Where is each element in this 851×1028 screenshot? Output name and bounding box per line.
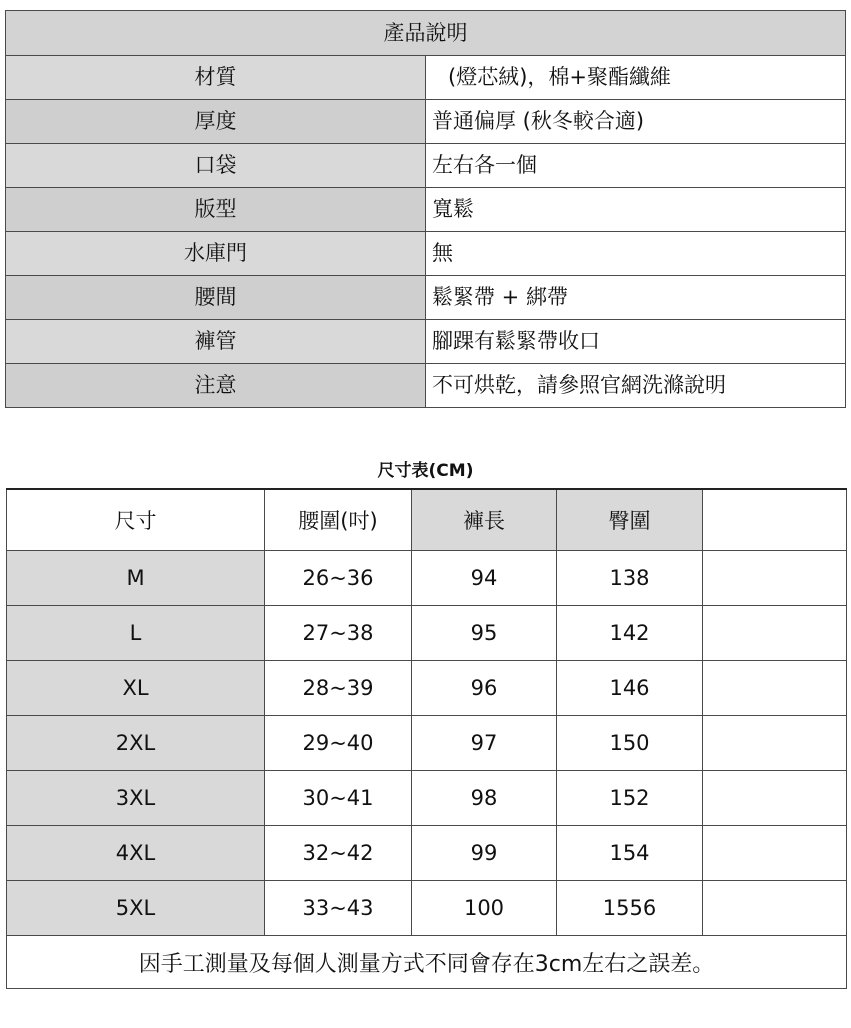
hip-cell: 152	[557, 771, 703, 826]
description-value: 無	[426, 232, 846, 276]
description-row-leg	[6, 320, 846, 364]
description-row-material	[6, 56, 846, 100]
size-cell: L	[7, 606, 265, 661]
description-value: 腳踝有鬆緊帶收口	[426, 320, 846, 364]
waist-cell: 32~42	[265, 826, 412, 881]
description-value: 鬆緊帶 + 綁帶	[426, 276, 846, 320]
description-title: 產品說明	[6, 11, 846, 56]
description-value: 寬鬆	[426, 188, 846, 232]
description-row-care	[6, 364, 846, 408]
extra-cell	[703, 606, 847, 661]
description-label: 厚度	[6, 100, 426, 144]
hip-cell: 142	[557, 606, 703, 661]
waist-cell: 29~40	[265, 716, 412, 771]
description-row-thickness	[6, 100, 846, 144]
description-row-fit	[6, 188, 846, 232]
size-row	[7, 551, 847, 606]
length-cell: 96	[412, 661, 557, 716]
size-chart-note-row	[7, 936, 847, 989]
size-row	[7, 661, 847, 716]
hip-cell: 138	[557, 551, 703, 606]
extra-cell	[703, 551, 847, 606]
size-cell: XL	[7, 661, 265, 716]
waist-cell: 30~41	[265, 771, 412, 826]
extra-cell	[703, 881, 847, 936]
extra-cell	[703, 716, 847, 771]
size-cell: 4XL	[7, 826, 265, 881]
description-title-row	[6, 11, 846, 56]
header-size: 尺寸	[7, 489, 265, 551]
description-label: 腰間	[6, 276, 426, 320]
description-value: 普通偏厚 (秋冬較合適)	[426, 100, 846, 144]
description-value: 不可烘乾，請參照官網洗滌說明	[426, 364, 846, 408]
description-row-waist	[6, 276, 846, 320]
size-cell: M	[7, 551, 265, 606]
waist-cell: 26~36	[265, 551, 412, 606]
hip-cell: 146	[557, 661, 703, 716]
measurement-note: 因手工測量及每個人測量方式不同會存在3cm左右之誤差。	[7, 936, 847, 989]
length-cell: 99	[412, 826, 557, 881]
size-row	[7, 716, 847, 771]
description-label: 褲管	[6, 320, 426, 364]
size-row	[7, 771, 847, 826]
description-row-pocket	[6, 144, 846, 188]
product-description-table	[5, 10, 846, 408]
extra-cell	[703, 771, 847, 826]
size-row	[7, 606, 847, 661]
header-hip: 臀圍	[557, 489, 703, 551]
description-value: (燈芯絨)，棉+聚酯纖維	[426, 56, 846, 100]
description-row-fly	[6, 232, 846, 276]
extra-cell	[703, 826, 847, 881]
size-cell: 5XL	[7, 881, 265, 936]
hip-cell: 150	[557, 716, 703, 771]
waist-cell: 28~39	[265, 661, 412, 716]
size-cell: 2XL	[7, 716, 265, 771]
description-label: 注意	[6, 364, 426, 408]
description-value: 左右各一個	[426, 144, 846, 188]
description-label: 水庫門	[6, 232, 426, 276]
length-cell: 97	[412, 716, 557, 771]
size-chart-table	[6, 488, 847, 989]
header-empty	[703, 489, 847, 551]
hip-cell: 1556	[557, 881, 703, 936]
length-cell: 98	[412, 771, 557, 826]
description-label: 版型	[6, 188, 426, 232]
description-label: 口袋	[6, 144, 426, 188]
length-cell: 94	[412, 551, 557, 606]
length-cell: 100	[412, 881, 557, 936]
size-cell: 3XL	[7, 771, 265, 826]
size-row	[7, 881, 847, 936]
length-cell: 95	[412, 606, 557, 661]
extra-cell	[703, 661, 847, 716]
waist-cell: 33~43	[265, 881, 412, 936]
hip-cell: 154	[557, 826, 703, 881]
size-chart-title: 尺寸表(CM)	[377, 461, 474, 481]
size-chart-header-row	[7, 489, 847, 551]
description-label: 材質	[6, 56, 426, 100]
header-waist: 腰圍(吋)	[265, 489, 412, 551]
header-length: 褲長	[412, 489, 557, 551]
size-row	[7, 826, 847, 881]
waist-cell: 27~38	[265, 606, 412, 661]
